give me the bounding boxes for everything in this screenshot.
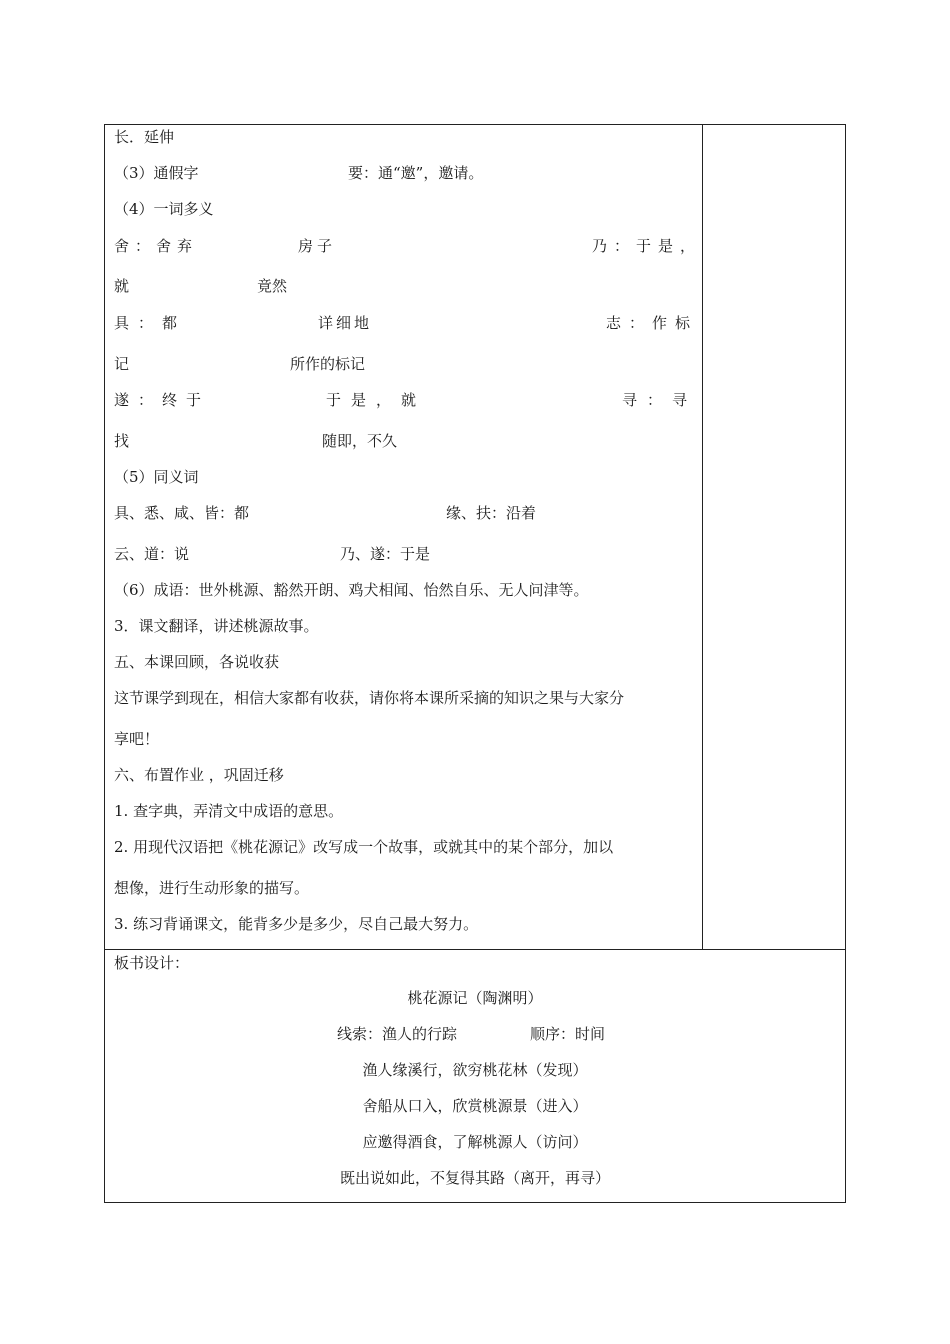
board-line: 既出说如此，不复得其路（离开，再寻） bbox=[339, 1169, 610, 1187]
row-divider bbox=[104, 949, 846, 950]
board-line: 舍船从口入，欣赏桃源景（进入） bbox=[362, 1097, 588, 1115]
note-line: 志：作标 bbox=[606, 314, 699, 332]
note-line: 乃：于是， bbox=[592, 237, 703, 255]
note-line: 随即，不久 bbox=[322, 432, 398, 450]
note-line: 详细地 bbox=[318, 314, 373, 332]
note-line: 竟然 bbox=[257, 277, 288, 295]
board-line: 应邀得酒食，了解桃源人（访问） bbox=[362, 1133, 588, 1151]
board-heading: 板书设计： bbox=[114, 954, 190, 972]
note-line: 具：都 bbox=[114, 314, 187, 332]
note-line: 乃、遂：于是 bbox=[340, 545, 431, 563]
column-divider bbox=[702, 124, 703, 950]
homework-item: 2. 用现代汉语把《桃花源记》改写成一个故事，或就其中的某个部分，加以 bbox=[114, 838, 614, 856]
section-heading: 六、布置作业 ，巩固迁移 bbox=[114, 766, 284, 784]
note-line: （5）同义词 bbox=[114, 468, 199, 486]
board-order: 顺序：时间 bbox=[530, 1025, 606, 1043]
note-line: 3．课文翻译，讲述桃源故事。 bbox=[114, 617, 319, 635]
note-line: 享吧！ bbox=[114, 730, 160, 748]
note-line: （4）一词多义 bbox=[114, 200, 214, 218]
note-line: 这节课学到现在，相信大家都有收获，请你将本课所采摘的知识之果与大家分 bbox=[114, 689, 625, 707]
note-line: 所作的标记 bbox=[290, 355, 366, 373]
note-line: 要：通“邀”，邀请。 bbox=[348, 164, 484, 182]
note-line: 长．延伸 bbox=[114, 128, 175, 146]
note-line: 缘、扶：沿着 bbox=[446, 504, 537, 522]
note-line: 于是，就 bbox=[326, 391, 427, 409]
note-line: 遂：终于 bbox=[114, 391, 211, 409]
homework-item: 3. 练习背诵课文，能背多少是多少，尽自己最大努力。 bbox=[114, 915, 479, 933]
note-line: 就 bbox=[114, 277, 130, 295]
note-line: 云、道：说 bbox=[114, 545, 190, 563]
note-line: （3）通假字 bbox=[114, 164, 199, 182]
board-title: 桃花源记（陶渊明） bbox=[407, 989, 543, 1007]
note-line: 具、悉、咸、皆：都 bbox=[114, 504, 250, 522]
board-line: 渔人缘溪行，欲穷桃花林（发现） bbox=[362, 1061, 588, 1079]
board-clue: 线索：渔人的行踪 bbox=[337, 1025, 458, 1043]
note-line: 房子 bbox=[298, 237, 337, 255]
section-heading: 五、本课回顾，各说收获 bbox=[114, 653, 280, 671]
homework-item: 1. 查字典，弄清文中成语的意思。 bbox=[114, 802, 344, 820]
homework-item: 想像，进行生动形象的描写。 bbox=[114, 879, 310, 897]
note-line: 记 bbox=[114, 355, 130, 373]
note-line: 舍：舍弃 bbox=[114, 237, 199, 255]
note-line: 找 bbox=[114, 432, 130, 450]
note-line: 寻：寻 bbox=[622, 391, 698, 409]
note-line: （6）成语：世外桃源、豁然开朗、鸡犬相闻、怡然自乐、无人问津等。 bbox=[114, 581, 589, 599]
